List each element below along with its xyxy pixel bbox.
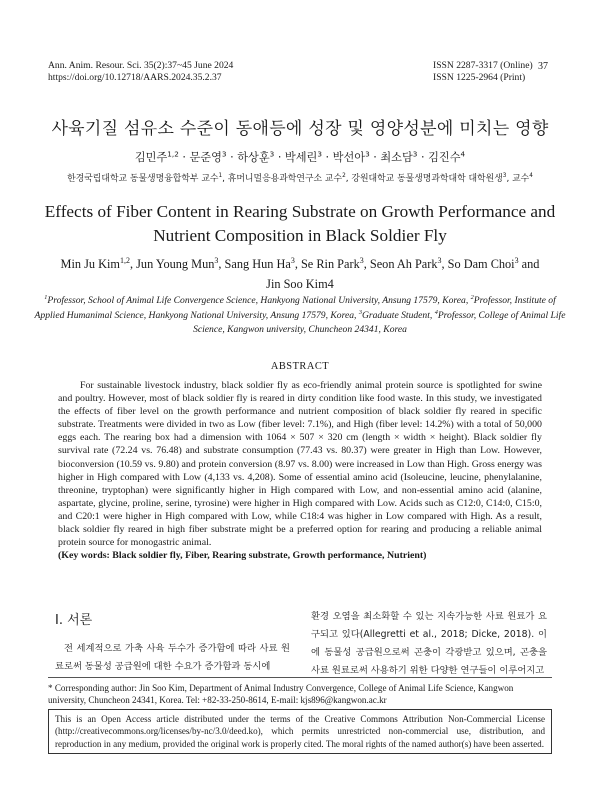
english-title <box>0 200 600 248</box>
english-authors-line2: Jin Soo Kim4 <box>266 277 334 291</box>
english-authors <box>0 254 600 294</box>
page-number: 37 <box>538 61 548 72</box>
abstract-body <box>58 379 542 562</box>
abstract-heading: ABSTRACT <box>270 361 330 372</box>
issn-block <box>433 60 533 84</box>
korean-title: 사육기질 섬유소 수준이 동애등에 성장 및 영양성분에 미치는 영향 <box>51 119 549 139</box>
section-heading-introduction: Ⅰ. 서론 <box>55 613 93 628</box>
footnote-divider <box>48 677 552 678</box>
english-title-line1: Effects of Fiber Content in Rearing Substrate on Growth Performance and <box>44 202 556 221</box>
journal-header <box>48 60 233 84</box>
english-title-line2: Nutrient Composition in Black Soldier Fly <box>153 226 447 245</box>
english-affiliations: $^1$Professor, School of Animal Life Convergence Science, Hankyong National University, Ansung 17579, Korea, $^2$Professor, Institute of Applied Humanimal Science, Hankyong National University, Ansung 17579, Korea, $^3$Graduate Student, $^4$Professor, College of Animal Life Science, Kangwon university, Chuncheon 24341, Korea <box>34 293 566 335</box>
issn-print: ISSN 1225-2964 (Print) <box>433 72 526 83</box>
english-authors-line1: Min Ju Kim$^{1,2}$, Jun Young Mun$^3$, Sang Hun Ha$^3$, Se Rin Park$^3$, Seon Ah Park$^3$, So Dam Choi$^3$ and <box>60 255 540 271</box>
journal-citation: Ann. Anim. Resour. Sci. 35(2):37~45 June 2024 <box>48 60 234 71</box>
intro-right-column: 환경 오염을 최소화할 수 있는 지속가능한 사료 원료가 요구되고 있다(Allegretti et al., 2018; Dicke, 2018). 이에 동물성 공급원으로써 곤충이 각광받고 있으며, 곤충을 사료 원료로써 사용하기 위한 다양한 연구들이 이루어지고 <box>311 611 547 676</box>
intro-left-column: 전 세계적으로 가축 사육 두수가 증가함에 따라 사료 원료로써 동물성 공급원에 대한 수요가 증가함과 동시에 <box>55 643 290 672</box>
license-box: This is an Open Access article distributed under the terms of the Creative Commons Attribution Non-Commercial License (http://creativecommons.org/licenses/by-nc/3.0/deed.ko), which permits unrestricted non-commercial use, distribution, and reproduction in any medium, provided the original work is properly cited. The moral rights of the named author(s) have been asserted. <box>48 709 552 754</box>
keywords: (Key words: Black soldier fly, Fiber, Rearing substrate, Growth performance, Nutrient) <box>58 550 427 562</box>
abstract-text: For sustainable livestock industry, black soldier fly as eco-friendly animal protein source is spotlighted for swine and poultry. However, most of black soldier fly is reared in dirty condition like food waste. In this study, we investigated the effects of fiber level on the growth performance and nutrient composition of black soldier fly reared in specific substrate. Treatments were divided in two as Low (fiber level: 7.1%), and High (fiber level: 14.2%) with a total of 50,000 eggs each. The rearing box had a dimension with 1064 × 507 × 320 cm (length × width × height). Black soldier fly survival rate (72.24 vs. 76.48) and substrate consumption (77.43 vs. 80.37) were greater in High than Low. However, bioconversion (10.59 vs. 9.80) and protein conversion (8.97 vs. 8.00) were increased in Low than High. Gross energy was higher in High compared with Low (4,133 vs. 4,208). Some of essential amino acid (Isoleucine, leucine, phenylalanine, threonine, tryptophan) were significantly higher in High compared with Low, and non-essential amino acid (alanine, aspartate, glycine, proline, serine, tyrosine) were higher in High compared with Low. Acids such as C12:0, C14:0, C15:0, and C20:1 were higher in High compared with Low, while C18:4 was higher in Low compared with High. As a result, black soldier fly reared in high fiber substrate might be a preferred option for rearing and producing a reliable animal protein source for monogastric animal. <box>58 380 542 549</box>
doi-link[interactable]: https://doi.org/10.12718/AARS.2024.35.2.37 <box>48 72 222 83</box>
korean-authors: 김민주$^{1,2}$ · 문준영$^3$ · 하상훈$^3$ · 박세린$^3$ · 박선아$^3$ · 최소담$^3$ · 김진수$^4$ <box>134 149 466 164</box>
corresponding-author-footnote: * Corresponding author: Jin Soo Kim, Department of Animal Industry Convergence, College of Animal Life Science, Kangwon university, Chuncheon 24341, Korea. Tel: +82-33-250-8614, E-mail: kjs896@kangwon.ac.kr <box>48 683 514 705</box>
issn-online: ISSN 2287-3317 (Online) <box>433 60 533 71</box>
korean-affiliations: 한경국립대학교 동물생명융합학부 교수$^1$, 휴머니멀응용과학연구소 교수$^2$, 강원대학교 동물생명과학대학 대학원생$^3$, 교수$^4$ <box>67 173 533 184</box>
